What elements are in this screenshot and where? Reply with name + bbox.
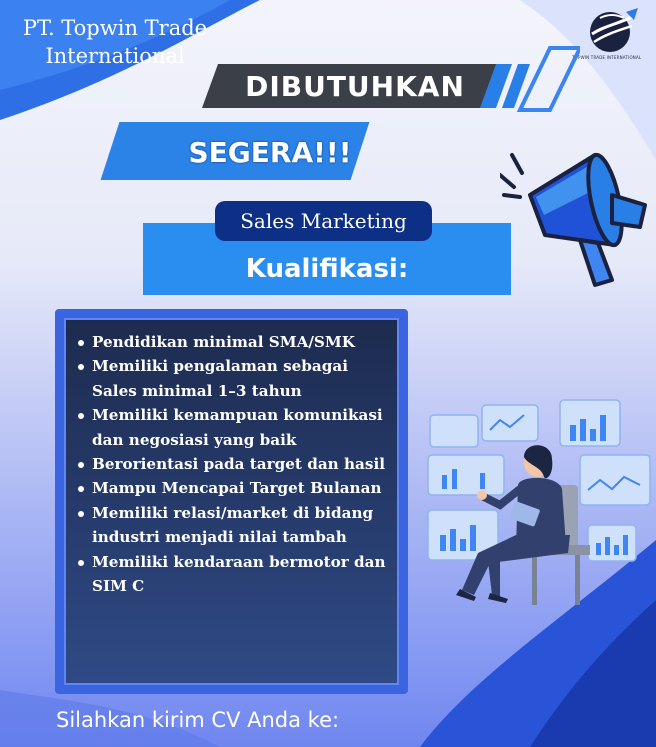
qualification-item: Memiliki kemampuan komunikasi dan negosiasi yang baik xyxy=(76,403,396,452)
company-name-line2: International xyxy=(45,44,185,68)
globe-logo-icon xyxy=(586,4,640,56)
qualification-item: Pendidikan minimal SMA/SMK xyxy=(76,330,396,354)
analytics-illustration xyxy=(420,385,656,620)
megaphone-icon xyxy=(500,135,650,295)
company-name xyxy=(10,14,220,70)
qualification-item: Berorientasi pada target dan hasil xyxy=(76,452,396,476)
qualification-item: Memiliki pengalaman sebagai Sales minimal 1–3 tahun xyxy=(76,354,396,403)
cv-submission-text: Silahkan kirim CV Anda ke: xyxy=(56,708,340,732)
position-pill: Sales Marketing xyxy=(215,201,432,241)
qualification-item: Mampu Mencapai Target Bulanan xyxy=(76,476,396,500)
qualification-item: Memiliki relasi/market di bidang industri menjadi nilai tambah xyxy=(76,501,396,550)
logo-caption: TOPWIN TRADE INTERNATIONAL xyxy=(572,55,642,60)
section-title: Kualifikasi: xyxy=(245,254,409,284)
qualification-item: Memiliki kendaraan bermotor dan SIM C xyxy=(76,550,396,599)
qualifications-list xyxy=(76,330,396,598)
company-name-line1: PT. Topwin Trade xyxy=(22,16,208,40)
headline-text: DIBUTUHKAN xyxy=(245,69,465,103)
urgency-text: SEGERA!!! xyxy=(188,135,352,169)
